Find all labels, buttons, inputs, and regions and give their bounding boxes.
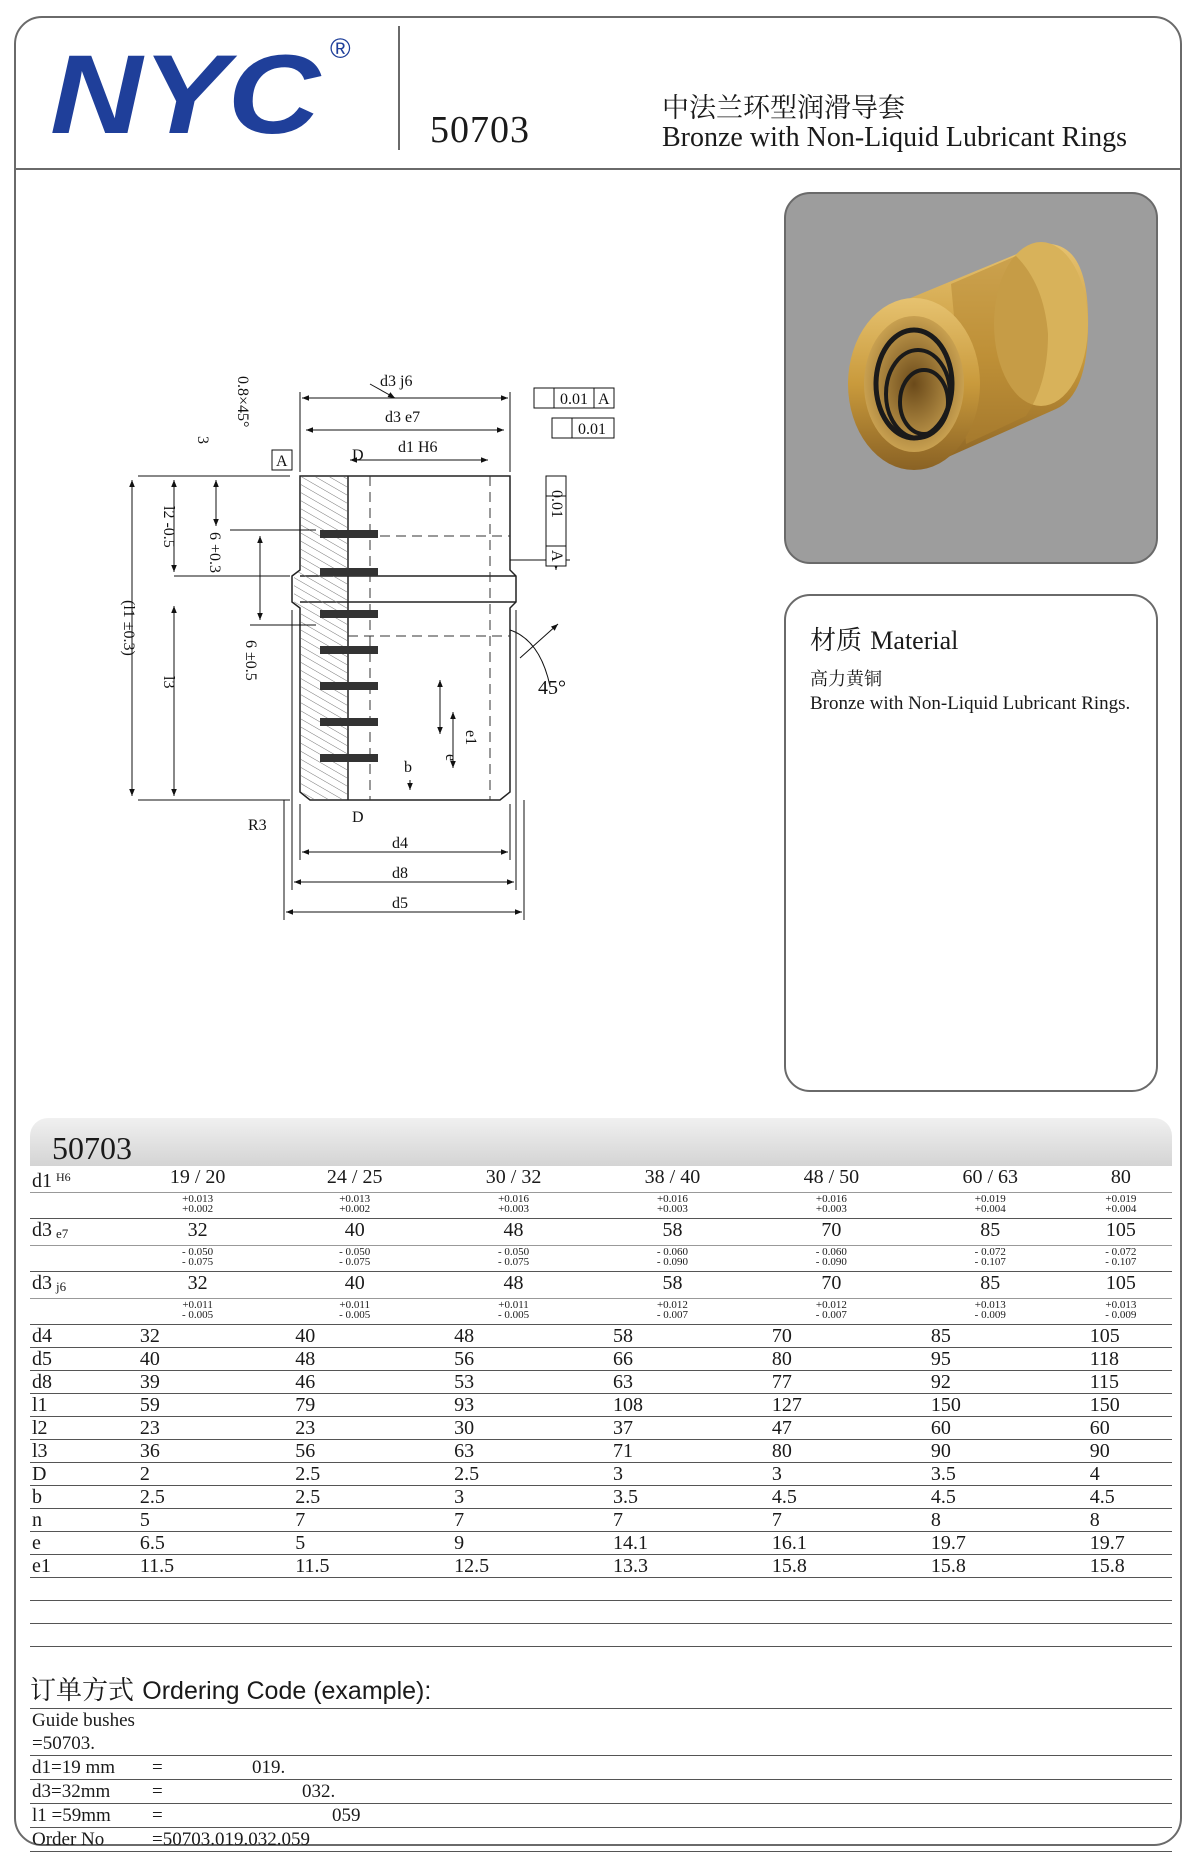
table-cell: 105 (1070, 1325, 1172, 1348)
tol-v-ref: A (548, 550, 565, 562)
ordering-title (30, 1670, 431, 1707)
label-d-bottom: D (352, 809, 364, 826)
table-cell: 95 (911, 1348, 1070, 1371)
tolerance-cell (275, 1193, 434, 1219)
table-cell: 12.5 (434, 1555, 593, 1578)
row-label: l2 (30, 1417, 120, 1440)
table-cell: 53 (434, 1371, 593, 1394)
tolerance-lower: - 0.005 (182, 1309, 214, 1321)
bushing-illustration (786, 194, 1156, 562)
table-cell: 30 (434, 1417, 593, 1440)
table-row (30, 1532, 1172, 1555)
table-cell: 5 (120, 1509, 275, 1532)
table-cell: 3.5 (593, 1486, 752, 1509)
ordering-title-en: Ordering Code (example): (142, 1677, 432, 1705)
label-six-top: 6 +0.3 (206, 532, 223, 574)
tolerance-upper: - 0.050 (339, 1246, 371, 1258)
table-cell: 40 (275, 1219, 434, 1246)
table-cell: 79 (275, 1394, 434, 1417)
tolerance-upper: +0.011 (182, 1299, 213, 1311)
ordering-line (30, 1804, 1172, 1828)
table-row (30, 1272, 1172, 1299)
table-cell: 60 / 63 (911, 1166, 1070, 1193)
table-cell: 39 (120, 1371, 275, 1394)
label-three: 3 (194, 436, 211, 444)
table-cell: 60 (911, 1417, 1070, 1440)
table-cell: 7 (593, 1509, 752, 1532)
technical-drawing (120, 340, 680, 930)
title-chinese: 中法兰环型润滑导套 (662, 93, 905, 124)
table-row (30, 1348, 1172, 1371)
ordering-equals: = (152, 1781, 163, 1802)
table-cell: 40 (120, 1348, 275, 1371)
row-label: e1 (30, 1555, 120, 1578)
tolerance-lower: - 0.075 (339, 1256, 371, 1268)
title-english: Bronze with Non-Liquid Lubricant Rings (662, 122, 1128, 153)
ordering-right: 059 (332, 1805, 361, 1826)
tolerance-upper: +0.013 (182, 1193, 214, 1205)
table-cell: 70 (752, 1272, 911, 1299)
tolerance-upper: +0.013 (974, 1299, 1006, 1311)
table-cell: 60 (1070, 1417, 1172, 1440)
tolerance-upper: +0.016 (498, 1193, 530, 1205)
table-cell: 85 (911, 1219, 1070, 1246)
row-label (30, 1272, 120, 1299)
table-cell: 11.5 (120, 1555, 275, 1578)
table-cell: 3 (752, 1463, 911, 1486)
table-cell: 58 (593, 1272, 752, 1299)
table-cell: 23 (120, 1417, 275, 1440)
label-d5: d5 (392, 895, 408, 912)
tolerance-upper: +0.011 (339, 1299, 370, 1311)
ordering-title-cn: 订单方式 (30, 1676, 135, 1706)
label-d3e7: d3 e7 (385, 409, 421, 426)
tolerance-lower: - 0.090 (656, 1256, 689, 1268)
tolerance-upper: +0.016 (656, 1193, 688, 1205)
table-cell: 32 (120, 1219, 275, 1246)
row-label: D (30, 1463, 120, 1486)
row-label: d4 (30, 1325, 120, 1348)
table-cell: 2.5 (434, 1463, 593, 1486)
table-cell: 36 (120, 1440, 275, 1463)
registered-mark: ® (330, 33, 351, 64)
material-box (784, 594, 1158, 1092)
tolerance-upper: - 0.050 (182, 1246, 214, 1258)
tol1-ref: A (598, 391, 610, 408)
tolerance-cell (911, 1299, 1070, 1325)
row-label (30, 1219, 120, 1246)
table-code: 50703 (52, 1130, 132, 1166)
ordering-cell (30, 1756, 1172, 1780)
table-cell: 80 (752, 1348, 911, 1371)
tolerance-lower: - 0.007 (656, 1309, 689, 1321)
product-code: 50703 (430, 109, 530, 151)
table-cell: 47 (752, 1417, 911, 1440)
tolerance-lower: - 0.107 (1105, 1256, 1137, 1268)
table-cell: 105 (1070, 1219, 1172, 1246)
blank-cell (30, 1601, 1172, 1624)
row-label: e (30, 1532, 120, 1555)
ordering-cell (30, 1828, 1172, 1852)
tolerance-lower: - 0.009 (974, 1309, 1006, 1321)
row-label: l3 (30, 1440, 120, 1463)
table-cell: 2.5 (275, 1486, 434, 1509)
material-title-cn: 材质 (810, 626, 863, 656)
ordering-cell (30, 1709, 1172, 1756)
label-chamfer: 0.8×45° (234, 376, 251, 428)
table-cell: 108 (593, 1394, 752, 1417)
tolerance-cell (1070, 1246, 1172, 1272)
tolerance-upper: +0.013 (339, 1193, 371, 1205)
table-cell: 19 / 20 (120, 1166, 275, 1193)
table-cell: 11.5 (275, 1555, 434, 1578)
tolerance-cell (120, 1299, 275, 1325)
table-cell: 150 (1070, 1394, 1172, 1417)
table-cell: 48 (275, 1348, 434, 1371)
table-cell: 6.5 (120, 1532, 275, 1555)
ordering-right: =50703.019.032.059 (152, 1829, 310, 1850)
blank-cell (30, 1624, 1172, 1647)
tolerance-cell (1070, 1299, 1172, 1325)
ordering-line (30, 1756, 1172, 1780)
table-cell: 66 (593, 1348, 752, 1371)
table-cell: 63 (593, 1371, 752, 1394)
row-label: n (30, 1509, 120, 1532)
brand-logo-text: NYC (50, 32, 323, 148)
table-cell: 19.7 (911, 1532, 1070, 1555)
table-cell: 4.5 (911, 1486, 1070, 1509)
table-cell: 4.5 (1070, 1486, 1172, 1509)
ordering-cell (30, 1780, 1172, 1804)
table-cell: 13.3 (593, 1555, 752, 1578)
table-cell: 30 / 32 (434, 1166, 593, 1193)
tolerance-row (30, 1299, 1172, 1325)
material-desc-en: Bronze with Non-Liquid Lubricant Rings. (810, 693, 1131, 714)
table-cell: 85 (911, 1325, 1070, 1348)
table-cell: 90 (911, 1440, 1070, 1463)
tolerance-lower: +0.004 (1105, 1203, 1137, 1215)
table-cell: 150 (911, 1394, 1070, 1417)
table-cell: 15.8 (752, 1555, 911, 1578)
table-cell: 115 (1070, 1371, 1172, 1394)
tol1-value: 0.01 (560, 391, 588, 408)
table-row (30, 1463, 1172, 1486)
tolerance-cell (593, 1193, 752, 1219)
table-cell: 118 (1070, 1348, 1172, 1371)
label-angle: 45° (538, 677, 566, 699)
blank-row (30, 1601, 1172, 1624)
tolerance-upper: +0.019 (974, 1193, 1006, 1205)
table-cell: 4.5 (752, 1486, 911, 1509)
table-cell: 70 (752, 1219, 911, 1246)
row-label: d8 (30, 1371, 120, 1394)
material-desc-cn: 高力黄铜 (810, 669, 882, 690)
tolerance-cell (752, 1299, 911, 1325)
table-cell: 8 (911, 1509, 1070, 1532)
tolerance-lower: +0.002 (339, 1203, 371, 1215)
tolerance-cell (911, 1193, 1070, 1219)
table-cell: 2 (120, 1463, 275, 1486)
tolerance-lower: - 0.075 (182, 1256, 214, 1268)
table-cell: 32 (120, 1272, 275, 1299)
table-row (30, 1509, 1172, 1532)
tolerance-upper: - 0.060 (656, 1246, 689, 1258)
header-divider (398, 26, 400, 150)
table-cell: 14.1 (593, 1532, 752, 1555)
table-cell: 40 (275, 1272, 434, 1299)
label-l2: l2 -0.5 (160, 506, 177, 548)
row-label-tag: j6 (56, 1279, 67, 1294)
material-title (810, 620, 1156, 657)
tolerance-lower: +0.003 (498, 1203, 530, 1215)
table-cell: 7 (752, 1509, 911, 1532)
ordering-left: Guide bushes =50703. (32, 1710, 135, 1754)
table-cell: 59 (120, 1394, 275, 1417)
table-cell: 48 / 50 (752, 1166, 911, 1193)
row-label-text: d1 (32, 1170, 52, 1192)
row-label-text: d3 (32, 1219, 52, 1241)
ordering-line (30, 1709, 1172, 1756)
table-cell: 80 (1070, 1166, 1172, 1193)
label-e: e (442, 754, 459, 762)
tolerance-cell (752, 1246, 911, 1272)
tolerance-cell (752, 1193, 911, 1219)
table-row (30, 1394, 1172, 1417)
tolerance-lower: +0.004 (974, 1203, 1006, 1215)
tolerance-cell (593, 1246, 752, 1272)
row-label-text: d3 (32, 1272, 52, 1294)
table-row (30, 1440, 1172, 1463)
table-cell: 70 (752, 1325, 911, 1348)
table-cell: 90 (1070, 1440, 1172, 1463)
tolerance-cell (911, 1246, 1070, 1272)
brand-logo (40, 28, 370, 148)
table-row (30, 1555, 1172, 1578)
tolerance-lower: +0.003 (815, 1203, 847, 1215)
tolerance-upper: - 0.050 (497, 1246, 530, 1258)
tolerance-label (30, 1299, 120, 1325)
table-cell: 15.8 (1070, 1555, 1172, 1578)
label-d4: d4 (392, 835, 408, 852)
row-label: l1 (30, 1394, 120, 1417)
ordering-left: Order No (32, 1829, 105, 1850)
tolerance-lower: - 0.090 (815, 1256, 847, 1268)
tolerance-label (30, 1193, 120, 1219)
row-label (30, 1166, 120, 1193)
ordering-table (30, 1708, 1172, 1852)
label-b: b (404, 759, 412, 776)
tolerance-upper: +0.011 (498, 1299, 529, 1311)
tolerance-lower: - 0.075 (497, 1256, 530, 1268)
tolerance-upper: +0.016 (815, 1193, 847, 1205)
label-d-top: D (352, 447, 364, 464)
ordering-right: 032. (302, 1781, 336, 1802)
tol-v-value: 0.01 (548, 490, 565, 518)
ordering-equals: = (152, 1757, 163, 1778)
table-cell: 4 (1070, 1463, 1172, 1486)
tolerance-lower: - 0.005 (497, 1309, 530, 1321)
ordering-equals: = (152, 1805, 163, 1826)
label-r3: R3 (248, 817, 267, 834)
tolerance-label (30, 1246, 120, 1272)
row-label-tag: e7 (56, 1226, 69, 1241)
table-cell: 40 (275, 1325, 434, 1348)
table-cell: 32 (120, 1325, 275, 1348)
blank-cell (30, 1578, 1172, 1601)
tolerance-cell (275, 1299, 434, 1325)
tolerance-upper: +0.012 (815, 1299, 847, 1311)
table-cell: 3 (434, 1486, 593, 1509)
tolerance-row (30, 1246, 1172, 1272)
table-cell: 5 (275, 1532, 434, 1555)
table-cell: 85 (911, 1272, 1070, 1299)
label-d3j6: d3 j6 (380, 373, 413, 390)
table-cell: 15.8 (911, 1555, 1070, 1578)
table-cell: 24 / 25 (275, 1166, 434, 1193)
label-l3: l3 (160, 676, 177, 689)
table-cell: 48 (434, 1325, 593, 1348)
tolerance-upper: - 0.060 (815, 1246, 847, 1258)
ordering-left: d1=19 mm (32, 1757, 116, 1778)
table-row (30, 1219, 1172, 1246)
tolerance-lower: - 0.005 (339, 1309, 371, 1321)
ordering-left: d3=32mm (32, 1781, 111, 1802)
tolerance-lower: - 0.107 (974, 1256, 1006, 1268)
blank-row (30, 1624, 1172, 1647)
tolerance-cell (593, 1299, 752, 1325)
label-d1h6: d1 H6 (398, 439, 438, 456)
table-cell: 8 (1070, 1509, 1172, 1532)
table-cell: 7 (275, 1509, 434, 1532)
tolerance-row (30, 1193, 1172, 1219)
table-cell: 19.7 (1070, 1532, 1172, 1555)
table-cell: 93 (434, 1394, 593, 1417)
row-label: d5 (30, 1348, 120, 1371)
table-cell: 77 (752, 1371, 911, 1394)
tolerance-cell (434, 1299, 593, 1325)
table-cell: 105 (1070, 1272, 1172, 1299)
table-cell: 2.5 (120, 1486, 275, 1509)
dimension-table (30, 1166, 1172, 1647)
table-cell: 71 (593, 1440, 752, 1463)
tolerance-cell (275, 1246, 434, 1272)
table-cell: 23 (275, 1417, 434, 1440)
tolerance-upper: +0.013 (1105, 1299, 1137, 1311)
table-cell: 48 (434, 1219, 593, 1246)
tolerance-upper: +0.019 (1105, 1193, 1137, 1205)
ordering-cell (30, 1804, 1172, 1828)
table-row (30, 1166, 1172, 1193)
product-photo (784, 192, 1158, 564)
label-d8: d8 (392, 865, 408, 882)
tolerance-upper: - 0.072 (974, 1246, 1006, 1258)
label-l1: (l1 ±0.3) (120, 600, 137, 656)
tolerance-lower: - 0.009 (1105, 1309, 1137, 1321)
table-cell: 63 (434, 1440, 593, 1463)
table-cell: 46 (275, 1371, 434, 1394)
material-title-en: Material (870, 626, 959, 655)
table-cell: 3.5 (911, 1463, 1070, 1486)
table-cell: 92 (911, 1371, 1070, 1394)
tolerance-lower: +0.002 (182, 1203, 214, 1215)
tolerance-cell (120, 1246, 275, 1272)
table-cell: 56 (434, 1348, 593, 1371)
table-cell: 7 (434, 1509, 593, 1532)
row-label-tag: H6 (56, 1170, 71, 1184)
tolerance-cell (434, 1246, 593, 1272)
table-cell: 58 (593, 1325, 752, 1348)
ordering-left: l1 =59mm (32, 1805, 111, 1826)
table-cell: 58 (593, 1219, 752, 1246)
tolerance-cell (1070, 1193, 1172, 1219)
table-cell: 9 (434, 1532, 593, 1555)
table-cell: 80 (752, 1440, 911, 1463)
tol2-value: 0.01 (578, 421, 606, 438)
ordering-line (30, 1780, 1172, 1804)
tolerance-cell (434, 1193, 593, 1219)
tolerance-upper: - 0.072 (1105, 1246, 1137, 1258)
label-e1: e1 (462, 730, 479, 746)
tolerance-cell (120, 1193, 275, 1219)
tolerance-lower: +0.003 (656, 1203, 688, 1215)
datum-a: A (276, 453, 288, 470)
row-label: b (30, 1486, 120, 1509)
table-row (30, 1325, 1172, 1348)
table-cell: 56 (275, 1440, 434, 1463)
table-row (30, 1486, 1172, 1509)
table-cell: 3 (593, 1463, 752, 1486)
table-header-bar (30, 1118, 1172, 1166)
label-six-bottom: 6 ±0.5 (242, 640, 259, 681)
table-cell: 48 (434, 1272, 593, 1299)
blank-row (30, 1578, 1172, 1601)
tolerance-upper: +0.012 (656, 1299, 688, 1311)
ordering-right: 019. (252, 1757, 286, 1778)
table-cell: 16.1 (752, 1532, 911, 1555)
table-cell: 37 (593, 1417, 752, 1440)
table-cell: 2.5 (275, 1463, 434, 1486)
table-row (30, 1371, 1172, 1394)
tolerance-lower: - 0.007 (815, 1309, 847, 1321)
table-row (30, 1417, 1172, 1440)
table-cell: 127 (752, 1394, 911, 1417)
table-cell: 38 / 40 (593, 1166, 752, 1193)
ordering-line (30, 1828, 1172, 1852)
